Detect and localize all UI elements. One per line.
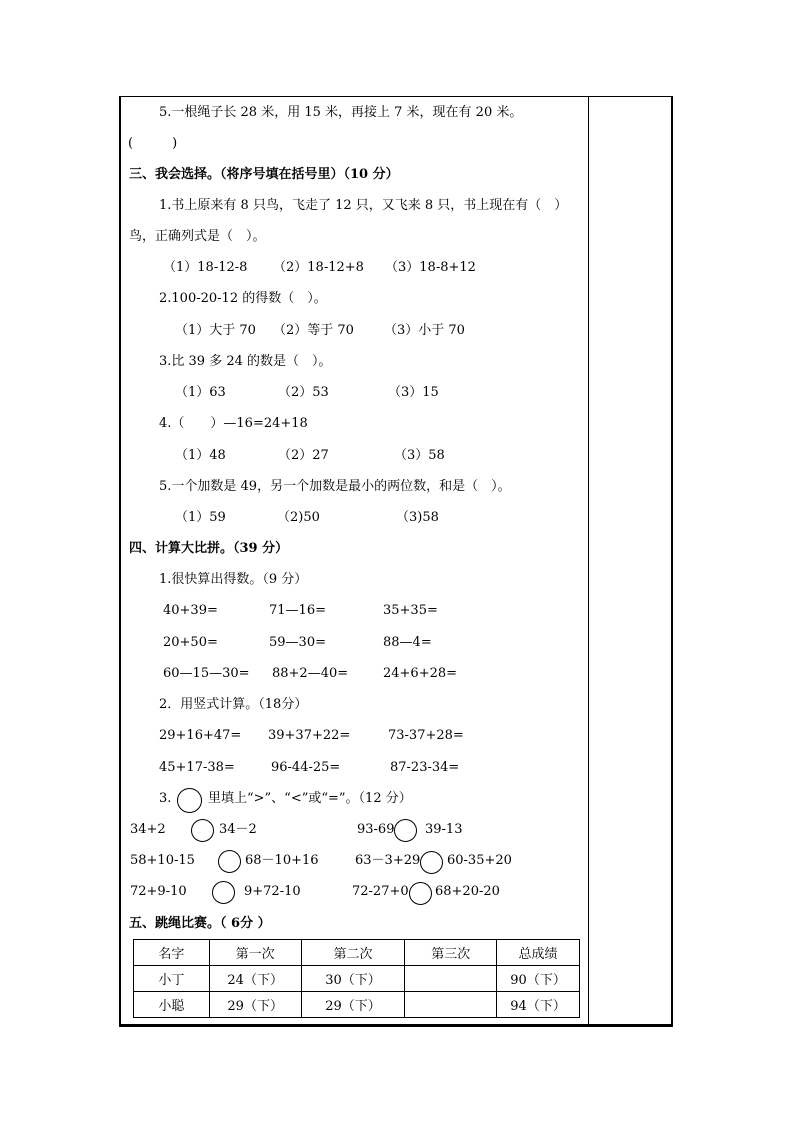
compare-circle-blank[interactable] xyxy=(218,850,241,873)
section3-question1-option: （1）18-12-8 xyxy=(163,260,248,275)
table-cell: 30（下） xyxy=(301,966,405,992)
table-header-cell: 第二次 xyxy=(301,940,405,966)
section3-question4-option: （1）48 xyxy=(175,448,226,463)
compare-right-expression: 9+72-10 xyxy=(244,884,301,899)
section3-question2-option: （3）小于 70 xyxy=(384,323,465,338)
compare-circle-blank[interactable] xyxy=(420,851,443,874)
section3-question3-option: （3）15 xyxy=(388,385,439,400)
vertical-calc-item: 87-23-34= xyxy=(390,760,460,775)
compare-right-expression: 60-35+20 xyxy=(447,853,512,868)
frame-right-border xyxy=(671,96,673,1026)
table-cell-name: 小聪 xyxy=(134,992,210,1018)
compare-left-expression: 58+10-15 xyxy=(130,853,195,868)
compare-circle-icon xyxy=(177,788,202,813)
section3-question4: 4.（ ）—16=24+18 xyxy=(159,416,308,431)
compare-right-expression: 39-13 xyxy=(425,822,463,837)
table-header-row xyxy=(134,940,580,966)
vertical-calc-item: 45+17-38= xyxy=(159,760,235,775)
section3-question1-option: （3）18-8+12 xyxy=(385,260,476,275)
oral-calc-item: 24+6+28= xyxy=(383,666,458,681)
compare-left-expression: 34+2 xyxy=(130,822,166,837)
table-cell: 29（下） xyxy=(209,992,301,1018)
jump-rope-score-table xyxy=(133,939,580,1018)
frame-top-border xyxy=(119,96,673,97)
table-header-cell: 第一次 xyxy=(209,940,301,966)
compare-right-expression: 68+20-20 xyxy=(435,884,500,899)
table-cell: 94（下） xyxy=(497,992,580,1018)
table-cell-name: 小丁 xyxy=(134,966,210,992)
compare-right-expression: 68－10+16 xyxy=(245,853,319,868)
oral-calc-item: 59—30= xyxy=(269,635,326,650)
oral-calc-item: 88—4= xyxy=(383,635,432,650)
section3-question3: 3.比 39 多 24 的数是（ ）。 xyxy=(159,354,332,369)
table-row xyxy=(134,992,580,1018)
oral-calc-item: 88+2—40= xyxy=(272,666,349,681)
oral-calc-item: 40+39= xyxy=(163,603,218,618)
section3-question2-option: （1）大于 70 xyxy=(175,323,256,338)
section3-question1-option: （2）18-12+8 xyxy=(273,260,364,275)
table-cell: 29（下） xyxy=(301,992,405,1018)
section3-question4-option: （2）27 xyxy=(278,448,329,463)
table-cell-blank[interactable] xyxy=(405,966,497,992)
section5-heading: 五、跳绳比赛。（ 6分 ） xyxy=(129,916,271,931)
section3-question1-line2: 鸟，正确列式是（ ）。 xyxy=(129,229,266,244)
vertical-calc-item: 73-37+28= xyxy=(388,728,464,743)
section2-question5: 5.一根绳子长 28 米，用 15 米，再接上 7 米，现在有 20 米。 xyxy=(159,105,523,120)
compare-left-expression: 72+9-10 xyxy=(130,884,187,899)
table-row xyxy=(134,966,580,992)
section3-question3-option: （2）53 xyxy=(278,385,329,400)
section3-question2-option: （2）等于 70 xyxy=(273,323,354,338)
section4-part1-title: 1.很快算出得数。（9 分） xyxy=(159,572,308,587)
section4-part3-title: 里填上“>”、“<”或“=”。（12 分） xyxy=(208,791,412,806)
section2-question5-blank: ( ) xyxy=(128,136,178,151)
compare-left-expression: 93-69 xyxy=(357,822,395,837)
table-cell: 90（下） xyxy=(497,966,580,992)
section3-question5-option: （1）59 xyxy=(175,510,226,525)
oral-calc-item: 20+50= xyxy=(163,635,218,650)
compare-circle-blank[interactable] xyxy=(212,881,235,904)
section3-question4-option: （3）58 xyxy=(394,448,445,463)
frame-bottom-border xyxy=(119,1024,673,1027)
vertical-calc-item: 96-44-25= xyxy=(271,760,341,775)
section4-part3-number: 3. xyxy=(159,791,172,806)
compare-circle-blank[interactable] xyxy=(394,819,417,842)
compare-circle-blank[interactable] xyxy=(191,819,214,842)
vertical-calc-item: 39+37+22= xyxy=(268,728,351,743)
vertical-calc-item: 29+16+47= xyxy=(159,728,242,743)
section4-part2-title: 2．用竖式计算。（18分） xyxy=(159,697,308,712)
compare-circle-blank[interactable] xyxy=(409,882,432,905)
section3-question5-option: （2)50 xyxy=(277,510,320,525)
table-cell-blank[interactable] xyxy=(405,992,497,1018)
section3-question3-option: （1）63 xyxy=(175,385,226,400)
section3-question1-line1: 1.书上原来有 8 只鸟，飞走了 12 只，又飞来 8 只，书上现在有（ ） xyxy=(159,198,568,213)
oral-calc-item: 71—16= xyxy=(269,603,326,618)
section3-question5-option: （3)58 xyxy=(396,510,439,525)
section3-question2: 2.100-20-12 的得数（ ）。 xyxy=(159,291,327,306)
section4-heading: 四、计算大比拼。（39 分） xyxy=(129,541,289,556)
frame-column-divider xyxy=(588,96,589,1026)
table-cell: 24（下） xyxy=(209,966,301,992)
compare-left-expression: 63－3+29 xyxy=(355,853,421,868)
table-header-cell: 名字 xyxy=(134,940,210,966)
oral-calc-item: 35+35= xyxy=(383,603,438,618)
compare-right-expression: 34－2 xyxy=(219,822,257,837)
table-header-cell: 第三次 xyxy=(405,940,497,966)
table-header-cell: 总成绩 xyxy=(497,940,580,966)
compare-left-expression: 72-27+0 xyxy=(352,884,409,899)
section3-heading: 三、我会选择。（将序号填在括号里）（10 分） xyxy=(129,167,399,182)
section3-question5: 5.一个加数是 49，另一个加数是最小的两位数，和是（ ）。 xyxy=(159,479,511,494)
frame-left-border xyxy=(119,96,121,1026)
oral-calc-item: 60—15—30= xyxy=(163,666,250,681)
